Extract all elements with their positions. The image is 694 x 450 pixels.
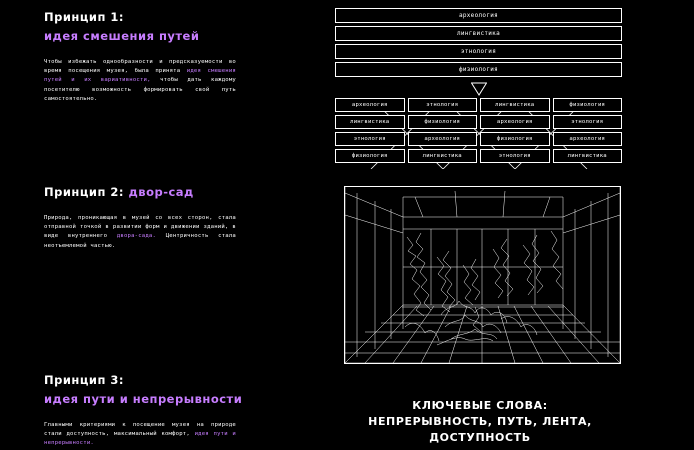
grid-row — [335, 149, 622, 163]
stack-row: лингвистика — [335, 26, 622, 41]
grid-cell: физиология — [480, 132, 550, 146]
right-column — [335, 0, 655, 450]
grid-cell: этнология — [553, 115, 623, 129]
grid-cell: этнология — [480, 149, 550, 163]
principle-2-subtitle: двор-сад — [128, 185, 194, 199]
principle-3-number: Принцип 3: — [44, 373, 124, 387]
grid-cell: археология — [480, 115, 550, 129]
principle-2-body-post: Центричность стала неотъемлемой частью. — [44, 233, 236, 249]
stack-row: археология — [335, 8, 622, 23]
principle-3-body-pre: Главными критериями к посещение музея на природе стали доступность, максимальный комфорт, — [44, 422, 236, 438]
grid-cell: физиология — [335, 149, 405, 163]
grid-cell: физиология — [553, 98, 623, 112]
principle-2-body — [44, 214, 236, 251]
principle-2-heading — [44, 185, 294, 200]
principle-block-2 — [44, 185, 294, 251]
grid-row — [335, 98, 622, 112]
disciplines-diagram — [335, 8, 622, 166]
principle-3-body-highlight: идея пути и непрерывности. — [44, 431, 236, 447]
keywords-list: НЕПРЕРЫВНОСТЬ, ПУТЬ, ЛЕНТА, ДОСТУПНОСТЬ — [368, 415, 592, 444]
diagram-stack — [335, 8, 622, 77]
grid-cell: лингвистика — [335, 115, 405, 129]
principle-1-body-post: чтобы дать каждому посетителю возможность формировать свой путь самостоятельно. — [44, 77, 236, 102]
grid-cell: лингвистика — [408, 149, 478, 163]
interior-perspective-sketch — [344, 186, 621, 364]
principles-column — [44, 0, 294, 450]
grid-cell: лингвистика — [553, 149, 623, 163]
stack-row: этнология — [335, 44, 622, 59]
principle-3-subtitle: идея пути и непрерывности — [44, 392, 243, 406]
stack-row: физиология — [335, 62, 622, 77]
principle-1-body-pre: Чтобы избежать однообразности и предсказуемости во время посещения музея, была принята — [44, 59, 236, 75]
principle-block-3 — [44, 373, 294, 449]
grid-cell: археология — [553, 132, 623, 146]
principle-1-body — [44, 58, 236, 104]
grid-cell: археология — [408, 132, 478, 146]
grid-cell: физиология — [408, 115, 478, 129]
arrow-down-icon — [335, 80, 622, 98]
diagram-grid — [335, 98, 622, 163]
grid-cell: этнология — [335, 132, 405, 146]
keywords-title: КЛЮЧЕВЫЕ СЛОВА: — [412, 399, 548, 412]
principle-1-subtitle: идея смешения путей — [44, 29, 200, 43]
principle-2-body-pre: Природа, проникающая в музей со всех сторон, стала отправной точкой в развитии форм и движении зданий, в виде внутреннего — [44, 215, 236, 240]
principle-2-number: Принцип 2: — [44, 185, 129, 199]
grid-row — [335, 115, 622, 129]
grid-row — [335, 132, 622, 146]
principle-block-1 — [44, 10, 294, 104]
grid-cell: этнология — [408, 98, 478, 112]
grid-cell: археология — [335, 98, 405, 112]
principle-1-number: Принцип 1: — [44, 10, 124, 24]
keywords-block — [330, 398, 630, 446]
grid-cell: лингвистика — [480, 98, 550, 112]
principle-1-body-highlight: идея смешения путей и их вариативности, — [44, 68, 236, 84]
principle-2-body-highlight: двора-сада. — [116, 233, 157, 240]
principle-3-body — [44, 421, 236, 449]
